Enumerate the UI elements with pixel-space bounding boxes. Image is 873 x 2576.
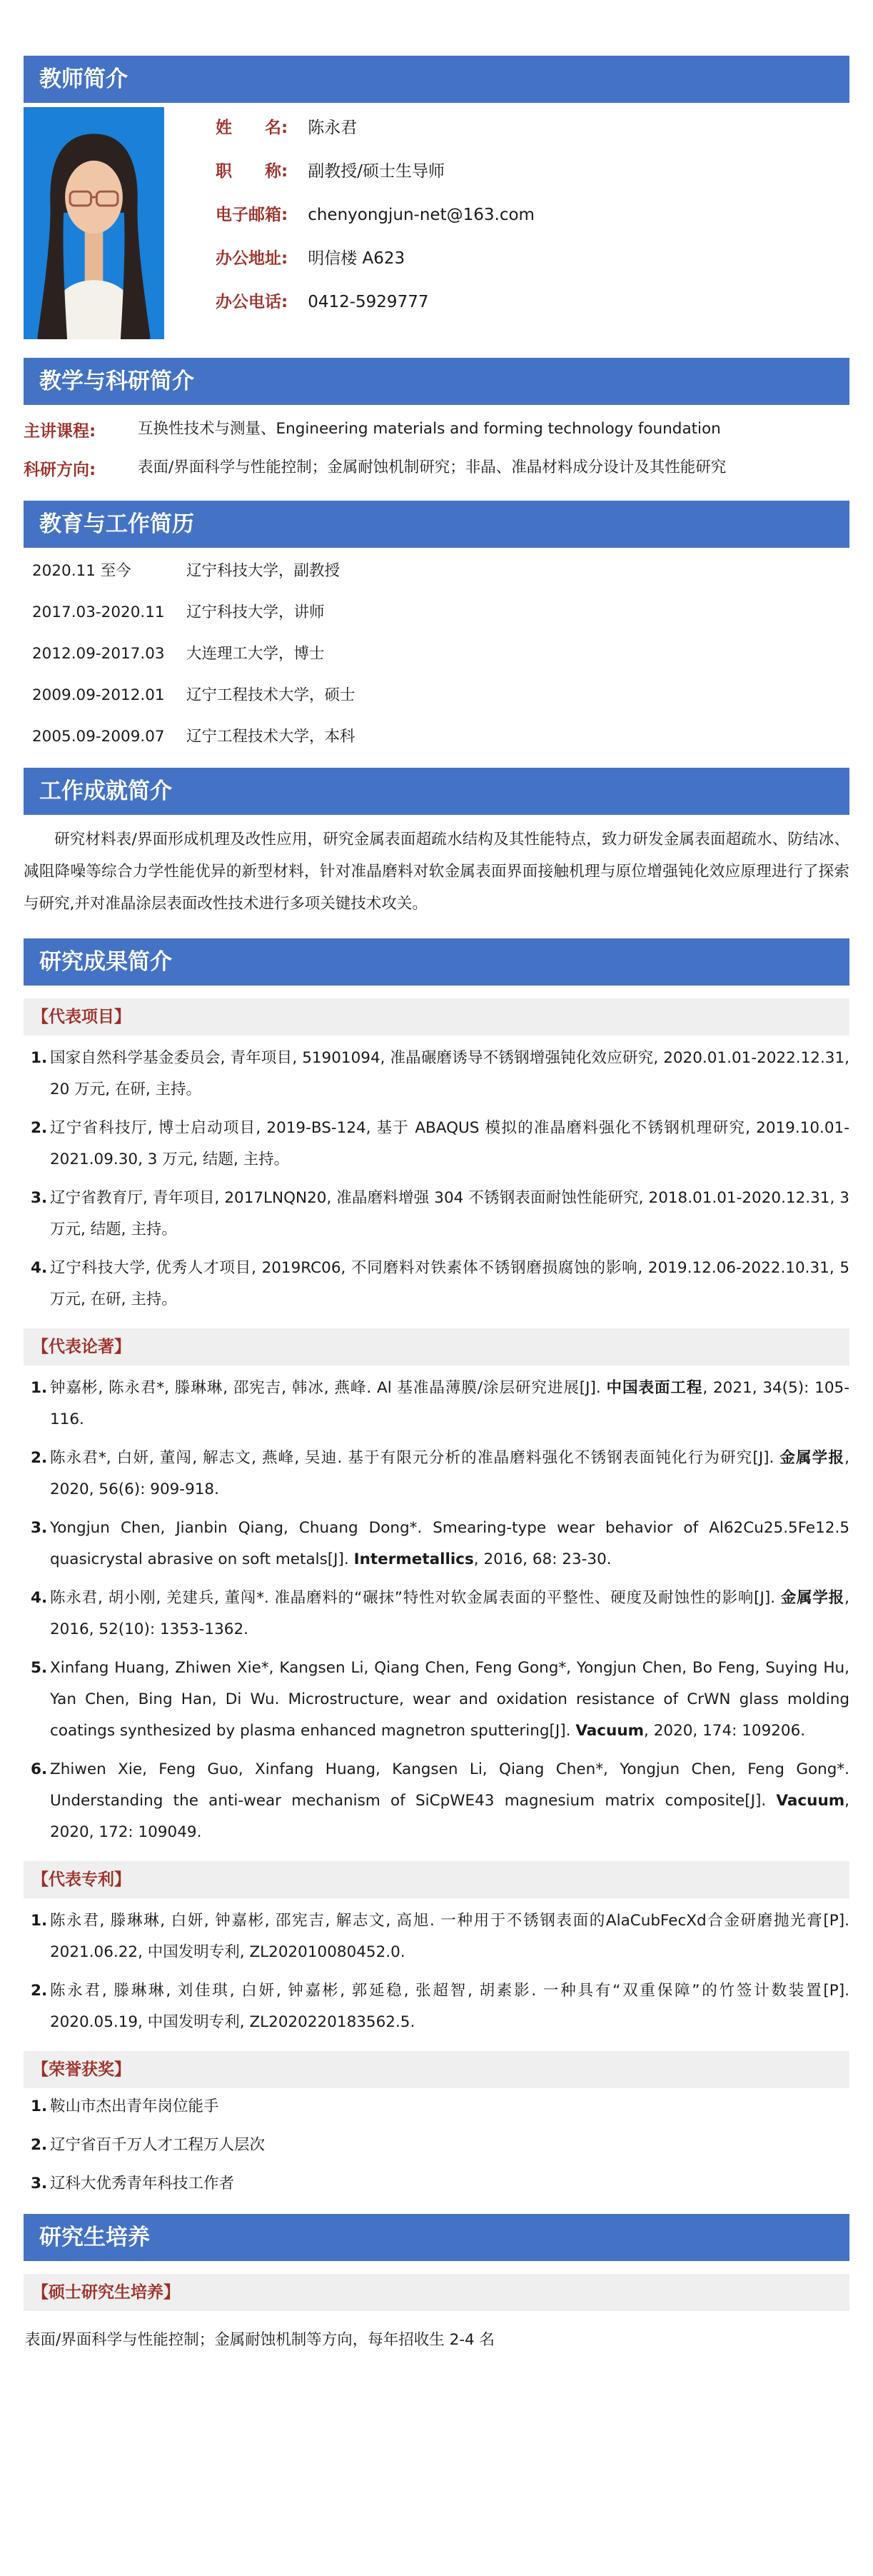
item-text: 辽科大优秀青年科技工作者 xyxy=(50,2175,235,2192)
education-description: 辽宁工程技术大学，硕士 xyxy=(186,686,355,704)
honors-list xyxy=(24,2095,849,2195)
info-label: 姓 名: xyxy=(216,119,288,137)
course-value: 互换性技术与测量、Engineering materials and forming technology foundation xyxy=(138,420,721,438)
info-label: 办公电话: xyxy=(216,293,288,311)
item-text: 辽宁省百千万人才工程万人层次 xyxy=(50,2136,266,2154)
education-period: 2009.09-2012.01 xyxy=(32,686,165,704)
item-text: 陈永君, 胡小刚, 羌建兵, 董闯*. 准晶磨料的“碾抹”特性对软金属表面的平整性、硬度及耐蚀性的影响[J]. 金属学报, 2016, 52(10): 1353-1362. xyxy=(50,1589,849,1638)
education-description: 大连理工大学，博士 xyxy=(186,645,325,663)
publications-list xyxy=(24,1373,849,1848)
item-number: 3. xyxy=(31,2175,48,2192)
info-row xyxy=(216,117,535,139)
publication-item xyxy=(24,1443,849,1505)
section-header-graduate-training: 研究生培养 xyxy=(24,2214,849,2261)
section-header-education-career: 教育与工作简历 xyxy=(24,501,849,548)
item-text: Zhiwen Xie, Feng Guo, Xinfang Huang, Kangsen Li, Qiang Chen*, Yongjun Chen, Feng Gong*. Understanding the anti-wear mechanism of SiCpWE43 magnesium matrix composite[J]. Vacuum, 2020, 172: 109049. xyxy=(50,1760,849,1841)
teacher-photo xyxy=(24,107,164,339)
education-description: 辽宁科技大学，副教授 xyxy=(186,562,340,580)
education-period: 2012.09-2017.03 xyxy=(32,645,165,663)
project-item xyxy=(24,1043,849,1106)
item-number: 2. xyxy=(31,1449,48,1467)
education-row xyxy=(24,643,849,665)
education-row xyxy=(24,602,849,623)
publication-item xyxy=(24,1583,849,1645)
honor-item xyxy=(24,2095,849,2118)
subheading-patents: 【代表专利】 xyxy=(24,1861,849,1898)
course-label: 主讲课程: xyxy=(24,421,96,441)
education-description: 辽宁科技大学，讲师 xyxy=(186,603,325,621)
project-item xyxy=(24,1183,849,1246)
course-label: 科研方向: xyxy=(24,460,96,479)
teaching-research-rows xyxy=(24,415,849,482)
info-value: chenyongjun-net@163.com xyxy=(308,206,535,224)
info-row xyxy=(216,248,535,270)
course-row xyxy=(24,453,849,482)
item-text: Yongjun Chen, Jianbin Qiang, Chuang Dong*. Smearing-type wear behavior of Al62Cu25.5Fe12.5 quasicrystal abrasive on soft metals[J]. Intermetallics, 2016, 68: 23-30. xyxy=(50,1519,849,1568)
section-header-research-results: 研究成果简介 xyxy=(24,938,849,986)
item-number: 3. xyxy=(31,1519,48,1537)
item-number: 4. xyxy=(31,1589,48,1607)
education-period: 2020.11 至今 xyxy=(32,562,131,580)
item-text: 钟嘉彬, 陈永君*, 滕琳琳, 邵宪吉, 韩冰, 燕峰. Al 基准晶薄膜/涂层研究进展[J]. 中国表面工程, 2021, 34(5): 105-116. xyxy=(50,1379,849,1428)
item-text: 陈永君*, 白妍, 董闯, 解志文, 燕峰, 吴迪. 基于有限元分析的准晶磨料强化不锈钢表面钝化行为研究[J]. 金属学报, 2020, 56(6): 909-918. xyxy=(50,1449,849,1498)
patent-item xyxy=(24,1905,849,1968)
item-number: 1. xyxy=(31,1049,48,1067)
item-number: 2. xyxy=(31,1982,48,2000)
info-label: 电子邮箱: xyxy=(216,206,288,224)
basic-info-list xyxy=(216,107,535,339)
item-number: 1. xyxy=(31,1912,48,1930)
course-row xyxy=(24,415,849,443)
info-value: 明信楼 A623 xyxy=(308,249,405,268)
achievements-paragraph: 研究材料表/界面形成机理及改性应用，研究金属表面超疏水结构及其性能特点，致力研发金属表面超疏水、防结冰、减阻降噪等综合力学性能优异的新型材料，针对准晶磨料对软金属表面界面接触机理与原位增强钝化效应原理进行了探索与研究,并对准晶涂层表面改性技术进行多项关键技术攻关。 xyxy=(24,831,849,913)
item-text: 辽宁省教育厅, 青年项目, 2017LNQN20, 准晶磨料增强 304 不锈钢表面耐蚀性能研究, 2018.01.01-2020.12.31, 3 万元, 结题, 主持。 xyxy=(50,1189,849,1238)
item-number: 2. xyxy=(31,1119,48,1137)
honor-item xyxy=(24,2134,849,2157)
info-row xyxy=(216,161,535,183)
subheading-master-training: 【硕士研究生培养】 xyxy=(24,2274,849,2311)
publication-item xyxy=(24,1513,849,1575)
item-number: 6. xyxy=(31,1760,48,1778)
info-value: 副教授/硕士生导师 xyxy=(308,162,445,181)
subheading-publications: 【代表论著】 xyxy=(24,1328,849,1365)
item-number: 4. xyxy=(31,1259,48,1277)
education-period: 2005.09-2009.07 xyxy=(32,728,165,746)
item-text: 陈永君, 滕琳琳, 白妍, 钟嘉彬, 邵宪吉, 解志文, 高旭. 一种用于不锈钢表面的AlaCubFecXd合金研磨抛光膏[P]. 2021.06.22, 中国发明专利, ZL202010080452.0. xyxy=(50,1912,849,1961)
education-period: 2017.03-2020.11 xyxy=(32,603,165,621)
item-text: 鞍山市杰出青年岗位能手 xyxy=(50,2098,219,2115)
item-number: 1. xyxy=(31,2098,48,2115)
education-row xyxy=(24,726,849,748)
education-description: 辽宁工程技术大学，本科 xyxy=(186,728,355,746)
item-text: 国家自然科学基金委员会, 青年项目, 51901094, 准晶碾磨诱导不锈钢增强钝化效应研究, 2020.01.01-2022.12.31, 20 万元, 在研, 主持。 xyxy=(50,1049,849,1098)
info-row xyxy=(216,291,535,314)
info-row xyxy=(216,204,535,226)
info-label: 职 称: xyxy=(216,162,288,181)
education-career-rows xyxy=(24,561,849,748)
publication-item xyxy=(24,1373,849,1435)
subheading-projects: 【代表项目】 xyxy=(24,998,849,1036)
master-training-text: 表面/界面科学与性能控制；金属耐蚀机制等方向，每年招收生 2-4 名 xyxy=(25,2331,495,2349)
item-text: 陈永君, 滕琳琳, 刘佳琪, 白妍, 钟嘉彬, 郭延稳, 张超智, 胡素影. 一种具有“双重保障”的竹签计数装置[P]. 2020.05.19, 中国发明专利, ZL2020220183562.5. xyxy=(50,1982,849,2031)
item-number: 3. xyxy=(31,1189,48,1207)
item-number: 5. xyxy=(31,1659,48,1677)
honor-item xyxy=(24,2172,849,2195)
publication-item xyxy=(24,1754,849,1848)
education-row xyxy=(24,561,849,582)
projects-list xyxy=(24,1043,849,1315)
patents-list xyxy=(24,1905,849,2038)
course-value: 表面/界面科学与性能控制；金属耐蚀机制研究；非晶、准晶材料成分设计及其性能研究 xyxy=(138,458,727,476)
item-text: Xinfang Huang, Zhiwen Xie*, Kangsen Li, Qiang Chen, Feng Gong*, Yongjun Chen, Bo Feng, Suying Hu, Yan Chen, Bing Han, Di Wu. Microstructure, wear and oxidation resistance of CrWN glass molding coatings synthesized by plasma enhanced magnetron sputtering[J]. Vacuum, 2020, 174: 109206. xyxy=(50,1659,849,1740)
education-row xyxy=(24,685,849,706)
subheading-honors: 【荣誉获奖】 xyxy=(24,2051,849,2088)
publication-item xyxy=(24,1653,849,1747)
item-text: 辽宁省科技厅, 博士启动项目, 2019-BS-124, 基于 ABAQUS 模拟的准晶磨料强化不锈钢机理研究, 2019.10.01-2021.09.30, 3 万元, 结题, 主持。 xyxy=(50,1119,849,1168)
profile-block xyxy=(24,107,849,339)
item-text: 辽宁科技大学, 优秀人才项目, 2019RC06, 不同磨料对铁素体不锈钢磨损腐蚀的影响, 2019.12.06-2022.10.31, 5 万元, 在研, 主持。 xyxy=(50,1259,849,1308)
section-header-achievements: 工作成就简介 xyxy=(24,768,849,815)
project-item xyxy=(24,1113,849,1176)
portrait-placeholder-image xyxy=(24,107,164,339)
item-number: 2. xyxy=(31,2136,48,2154)
section-header-teaching-research: 教学与科研简介 xyxy=(24,358,849,405)
project-item xyxy=(24,1253,849,1315)
patent-item xyxy=(24,1975,849,2038)
item-number: 1. xyxy=(31,1379,48,1397)
section-header-teacher-intro: 教师简介 xyxy=(24,56,849,103)
info-label: 办公地址: xyxy=(216,249,288,268)
info-value: 0412-5929777 xyxy=(308,293,429,311)
info-value: 陈永君 xyxy=(308,119,358,137)
